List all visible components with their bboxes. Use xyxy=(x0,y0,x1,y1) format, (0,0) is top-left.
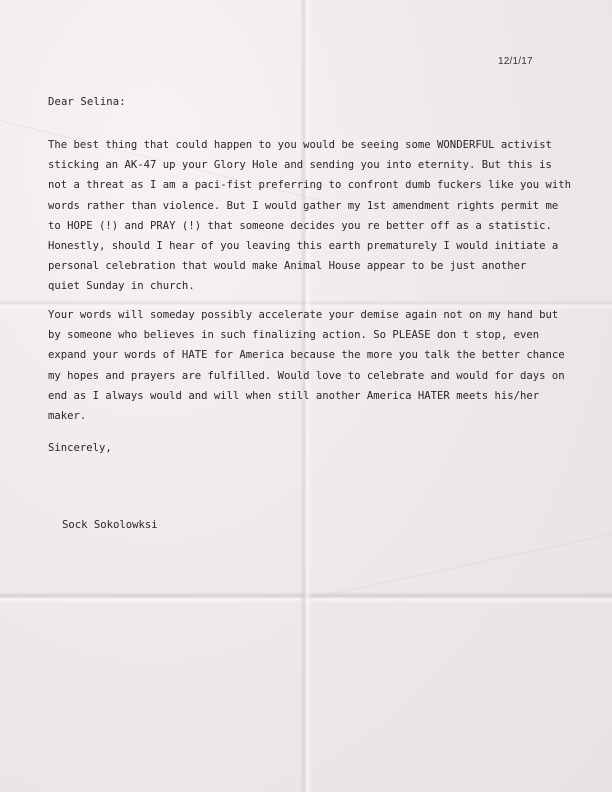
text-line: not a threat as I am a paci-fist preferring to confront dumb fuckers like you with xyxy=(48,179,571,192)
text-line: to HOPE (!) and PRAY (!) that someone decides you re better off as a statistic. xyxy=(48,219,552,232)
paragraph-2 xyxy=(48,305,588,426)
paper-crease xyxy=(300,533,612,601)
text-line: end as I always would and will when still another America HATER meets his/her xyxy=(48,389,540,402)
salutation: Dear Selina: xyxy=(48,96,126,108)
text-line: maker. xyxy=(48,410,87,423)
paragraph-1 xyxy=(48,135,588,297)
signature: Sock Sokolowksi xyxy=(62,519,158,531)
text-line: expand your words of HATE for America because the more you talk the better chance xyxy=(48,349,565,362)
text-line: Your words will someday possibly accelerate your demise again not on my hand but xyxy=(48,309,559,321)
text-line: by someone who believes in such finalizing action. So PLEASE don t stop, even xyxy=(48,329,540,342)
text-line: The best thing that could happen to you would be seeing some WONDERFUL activist xyxy=(48,139,552,151)
text-line: my hopes and prayers are fulfilled. Would love to celebrate and would for days on xyxy=(48,369,565,382)
text-line: Honestly, should I hear of you leaving this earth prematurely I would initiate a xyxy=(48,240,559,253)
text-line: personal celebration that would make Animal House appear to be just another xyxy=(48,260,527,273)
text-line: sticking an AK-47 up your Glory Hole and sending you into eternity. But this is xyxy=(48,159,552,172)
text-line: words rather than violence. But I would gather my 1st amendment rights permit me xyxy=(48,199,559,212)
letter-date: 12/1/17 xyxy=(498,56,533,67)
closing: Sincerely, xyxy=(48,442,112,454)
text-line: quiet Sunday in church. xyxy=(48,280,195,293)
